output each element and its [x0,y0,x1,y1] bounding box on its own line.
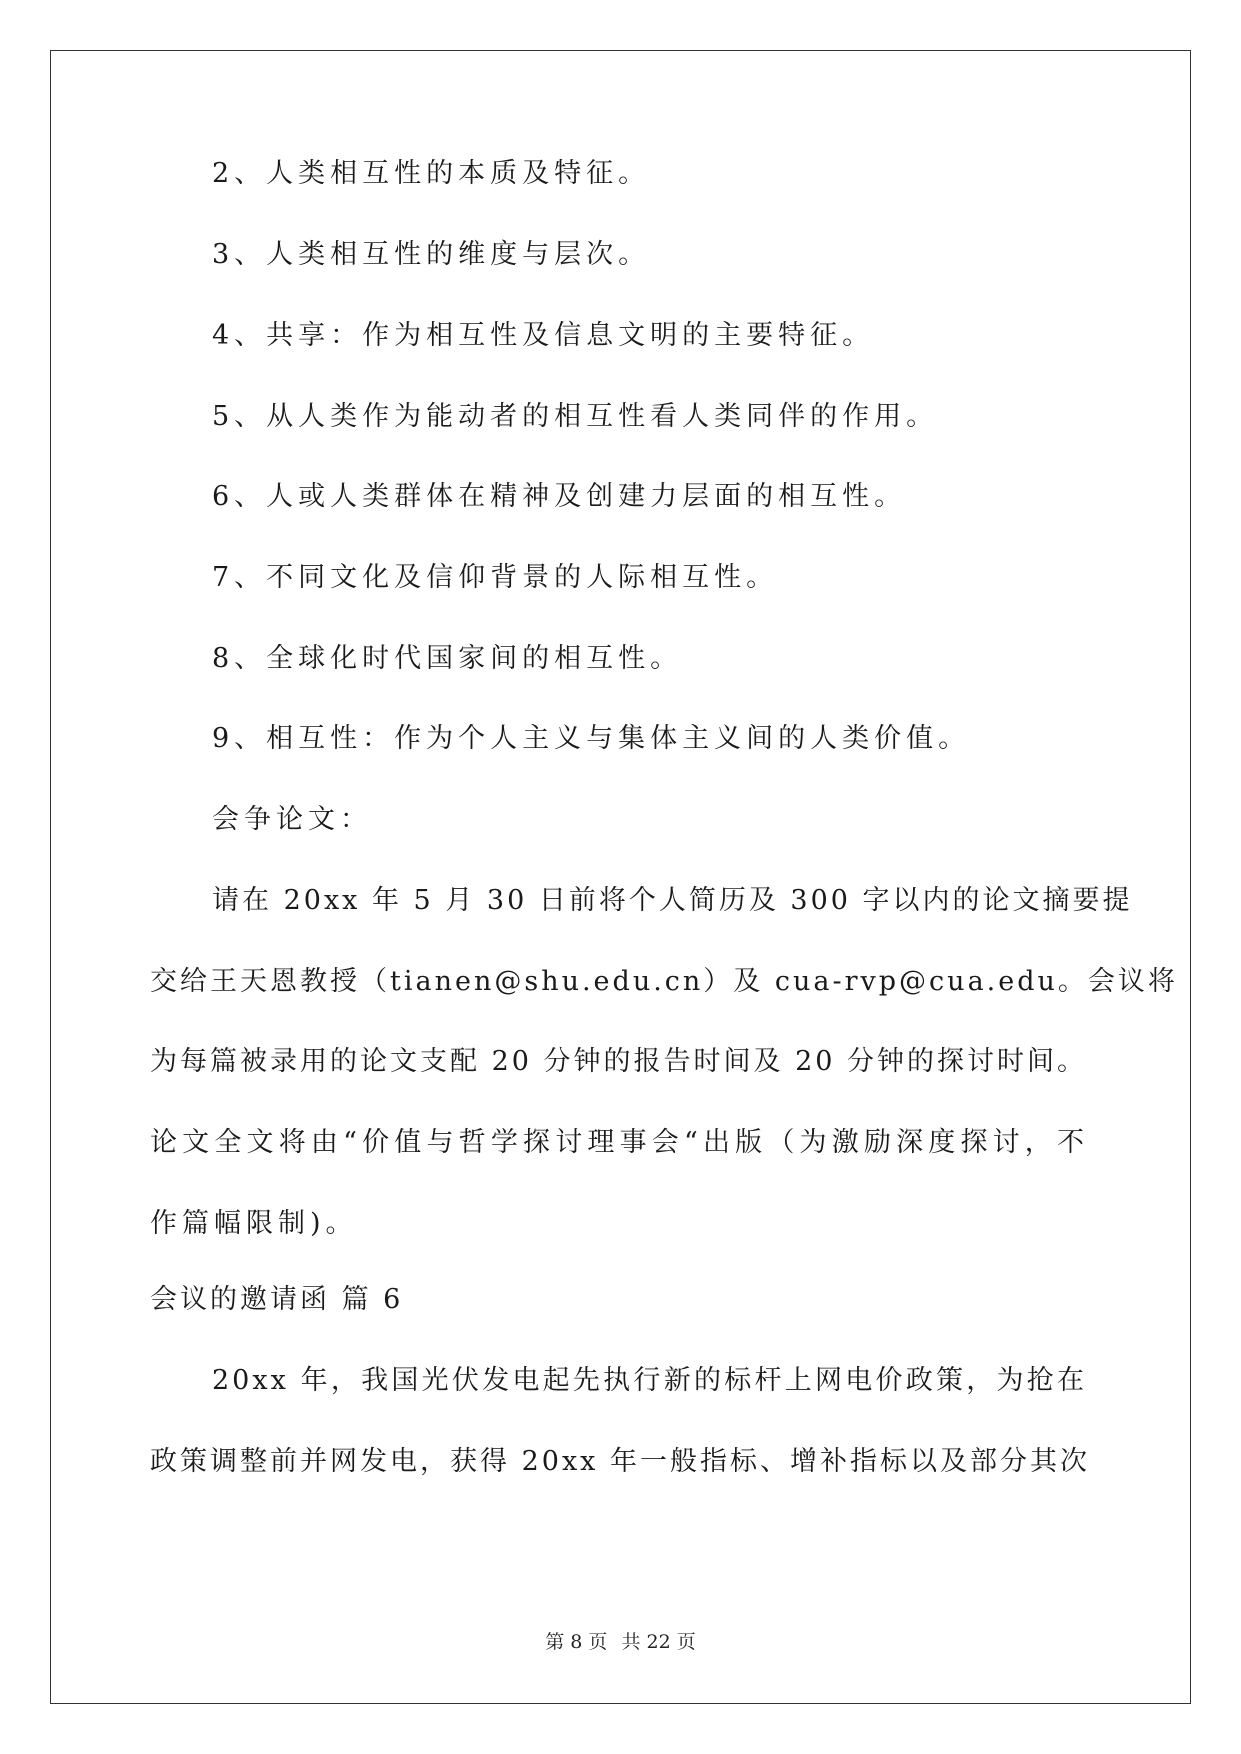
list-item: 8、全球化时代国家间的相互性。 [212,643,683,674]
paragraph-line: 为每篇被录用的论文支配 20 分钟的报告时间及 20 分钟的探讨时间。 [150,1046,1088,1077]
list-item: 4、共享：作为相互性及信息文明的主要特征。 [212,320,875,351]
section-title: 会议的邀请函 篇 6 [150,1284,404,1315]
paragraph-line: 20xx 年，我国光伏发电起先执行新的标杆上网电价政策，为抢在 [212,1365,1087,1396]
page-number: 第 8 页 [545,1631,608,1653]
list-item: 2、人类相互性的本质及特征。 [212,158,651,189]
paragraph-line: 作篇幅限制)。 [150,1208,358,1239]
paragraph-line: 论文全文将由“价值与哲学探讨理事会“出版（为激励深度探讨，不 [150,1127,1087,1158]
submission-heading: 会争论文： [212,804,372,835]
page-total: 共 22 页 [621,1631,696,1653]
paragraph-line: 政策调整前并网发电，获得 20xx 年一般指标、增补指标以及部分其次 [150,1446,1090,1477]
list-item: 3、人类相互性的维度与层次。 [212,239,651,270]
paragraph-line: 请在 20xx 年 5 月 30 日前将个人简历及 300 字以内的论文摘要提 [212,885,1133,916]
page-footer [0,1630,1241,1654]
list-item: 6、人或人类群体在精神及创建力层面的相互性。 [212,481,907,512]
list-item: 5、从人类作为能动者的相互性看人类同伴的作用。 [212,401,939,432]
list-item: 7、不同文化及信仰背景的人际相互性。 [212,562,779,593]
list-item: 9、相互性：作为个人主义与集体主义间的人类价值。 [212,723,971,754]
paragraph-line: 交给王天恩教授（tianen@shu.edu.cn）及 cua-rvp@cua.edu。会议将 [150,966,1178,997]
